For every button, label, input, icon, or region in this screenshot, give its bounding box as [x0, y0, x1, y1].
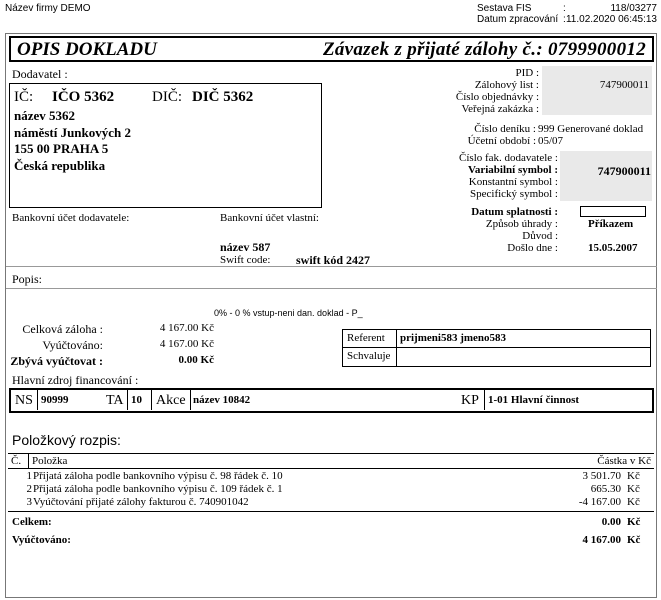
items-settled-currency: Kč — [627, 534, 641, 546]
period-label: Účetní období : — [467, 135, 536, 147]
divider — [8, 511, 654, 512]
item-currency: Kč — [627, 496, 640, 508]
approver-label: Schvaluje — [347, 350, 391, 362]
own-bank-label: Bankovní účet vlastní: — [220, 212, 319, 224]
received-value: 15.05.2007 — [588, 242, 638, 254]
report-number: 118/03277 — [610, 3, 657, 14]
referent-table — [342, 329, 651, 367]
items-settled-label: Vyúčtováno: — [12, 534, 71, 546]
variable-symbol-value: 747900011 — [597, 164, 651, 178]
items-total-value: 0.00 — [601, 516, 621, 528]
dic-value: DIČ 5362 — [192, 89, 254, 105]
pid-label: PID : — [515, 67, 539, 79]
settled-value: 4 167.00 Kč — [159, 338, 214, 350]
akce-value: název 10842 — [193, 394, 251, 406]
items-header-row — [8, 453, 654, 469]
period-value: 05/07 — [538, 135, 564, 147]
ta-label: TA — [106, 393, 124, 408]
swift-label: Swift code: — [220, 254, 271, 266]
report-colon: : — [563, 3, 566, 14]
processed-colon: : — [563, 14, 566, 25]
ic-value: IČO 5362 — [52, 89, 115, 105]
description-label: Popis: — [12, 272, 43, 286]
specific-symbol-label: Specifický symbol : — [470, 188, 558, 200]
journal-label: Číslo deníku : — [474, 123, 536, 135]
ns-label: NS — [15, 393, 33, 408]
swift-value: swift kód 2427 — [296, 253, 371, 267]
ic-label: IČ: — [14, 89, 34, 105]
title-box — [9, 36, 654, 62]
supplier-label: Dodavatel : — [12, 67, 68, 81]
divider — [127, 390, 128, 410]
company-name: Název firmy DEMO — [5, 3, 91, 14]
advance-total-label: Celková záloha : — [22, 322, 103, 336]
items-settled-value: 4 167.00 — [582, 534, 621, 546]
item-number: 1 — [26, 470, 32, 482]
akce-label: Akce — [156, 393, 186, 408]
settled-label: Vyúčtováno: — [42, 338, 103, 352]
item-number: 2 — [26, 483, 32, 495]
financing-box — [9, 388, 654, 413]
vat-note: 0% - 0 % vstup-neni dan. doklad - P_ — [214, 308, 363, 318]
processed-label: Datum zpracování — [477, 14, 559, 25]
title-right: Závazek z přijaté zálohy č.: 0799900012 — [322, 39, 646, 60]
due-date-label: Datum splatnosti : — [471, 206, 558, 218]
item-text: Přijatá záloha podle bankovního výpisu č. 109 řádek č. 1 — [33, 483, 283, 495]
variable-symbol-label: Variabilní symbol : — [467, 164, 558, 176]
advance-sheet-label: Zálohový list : — [474, 79, 539, 91]
ta-value: 10 — [131, 394, 142, 406]
item-currency: Kč — [627, 470, 640, 482]
dic-label: DIČ: — [152, 89, 182, 105]
divider — [484, 390, 485, 410]
remaining-label: Zbývá vyúčtovat : — [10, 354, 103, 368]
advance-sheet-value: 747900011 — [599, 79, 649, 91]
col-no-header: Č. — [11, 455, 22, 467]
divider — [6, 266, 657, 267]
divider — [396, 330, 397, 366]
public-contract-label: Veřejná zakázka : — [461, 103, 539, 115]
item-currency: Kč — [627, 483, 640, 495]
supplier-box — [9, 83, 322, 208]
items-total-label: Celkem: — [12, 516, 52, 528]
financing-label: Hlavní zdroj financování : — [12, 373, 139, 387]
payment-method-value: Příkazem — [588, 218, 634, 230]
item-number: 3 — [26, 496, 32, 508]
item-text: Vyúčtování přijaté zálohy fakturou č. 740901042 — [33, 496, 249, 508]
col-item-header: Položka — [32, 455, 68, 467]
items-heading: Položkový rozpis: — [12, 432, 121, 448]
kp-value: 1-01 Hlavní činnost — [488, 394, 580, 406]
supplier-street: náměstí Junkových 2 — [14, 125, 132, 140]
divider — [28, 454, 29, 468]
divider — [6, 288, 657, 289]
item-amount: -4 167.00 — [578, 496, 621, 508]
items-total-currency: Kč — [627, 516, 641, 528]
referent-value: prijmeni583 jmeno583 — [400, 332, 507, 344]
processed-date: 11.02.2020 06:45:13 — [565, 14, 657, 25]
divider — [151, 390, 152, 410]
payment-method-label: Způsob úhrady : — [485, 218, 558, 230]
ns-value: 90999 — [41, 394, 69, 406]
supplier-country: Česká republika — [14, 158, 106, 173]
supplier-name: název 5362 — [14, 108, 76, 123]
divider — [343, 347, 650, 348]
reason-label: Důvod : — [522, 230, 558, 242]
item-amount: 665.30 — [590, 483, 621, 495]
constant-symbol-label: Konstantní symbol : — [468, 176, 558, 188]
advance-total-value: 4 167.00 Kč — [159, 322, 214, 334]
supplier-bank-label: Bankovní účet dodavatele: — [12, 212, 130, 224]
kp-label: KP — [461, 393, 479, 408]
divider — [37, 390, 38, 410]
own-bank-name: název 587 — [220, 240, 271, 254]
item-amount: 3 501.70 — [582, 470, 621, 482]
journal-value: 999 Generované doklad — [538, 123, 644, 135]
remaining-value: 0.00 Kč — [178, 354, 214, 366]
invoice-no-label: Číslo fak. dodavatele : — [459, 152, 558, 164]
col-amount-header: Částka v Kč — [597, 455, 651, 467]
order-no-label: Číslo objednávky : — [455, 91, 539, 103]
supplier-city: 155 00 PRAHA 5 — [14, 141, 109, 156]
item-text: Přijatá záloha podle bankovního výpisu č. 98 řádek č. 10 — [33, 470, 283, 482]
title-left: OPIS DOKLADU — [17, 39, 157, 60]
referent-label: Referent — [347, 332, 385, 344]
due-date-box — [580, 206, 646, 217]
divider — [190, 390, 191, 410]
report-label: Sestava FIS — [477, 3, 532, 14]
received-label: Došlo dne : — [507, 242, 558, 254]
